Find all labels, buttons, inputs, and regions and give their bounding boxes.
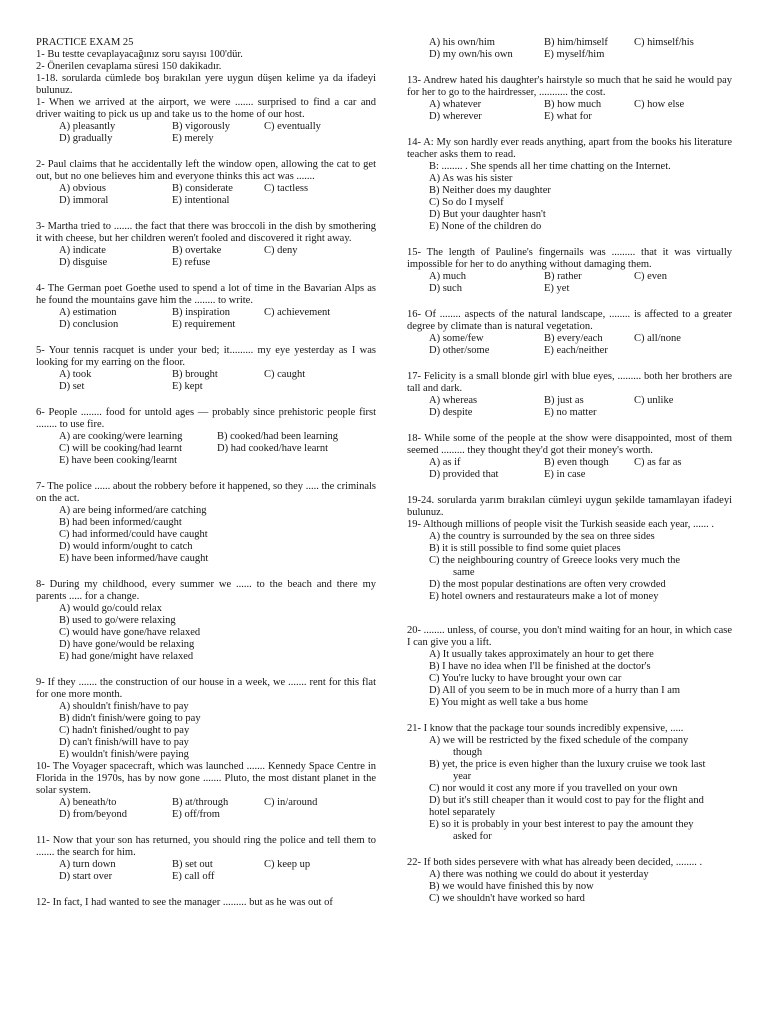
option-a-continued: though [453, 747, 483, 758]
question-3 [36, 221, 376, 269]
option-e[interactable]: E) what for [544, 111, 592, 122]
question-16 [407, 309, 732, 357]
question-text: 8- During my childhood, every summer we ...... to the beach and there my parents ..... for a change. [36, 579, 376, 602]
option-e[interactable]: E) have been cooking/learnt [59, 455, 178, 466]
option-c[interactable]: C) had informed/could have caught [59, 529, 208, 540]
option-b[interactable]: B) vigorously [172, 121, 231, 132]
option-c[interactable]: C) nor would it cost any more if you travelled on your own [429, 783, 678, 794]
option-b[interactable]: B) cooked/had been learning [217, 431, 338, 442]
option-b[interactable]: B) rather [544, 271, 582, 282]
option-c[interactable]: C) all/none [634, 333, 681, 344]
right-column [407, 37, 732, 905]
option-d[interactable]: D) gradually [59, 133, 113, 144]
question-text: 21- I know that the package tour sounds incredibly expensive, ..... [407, 723, 684, 734]
question-21 [407, 723, 732, 843]
question-text: 14- A: My son hardly ever reads anything, apart from the books his literature teacher asks them to read. [407, 137, 732, 160]
question-6 [36, 407, 376, 467]
option-e[interactable]: E) off/from [172, 809, 220, 820]
option-a[interactable]: A) the country is surrounded by the sea on three sides [429, 531, 655, 542]
option-c[interactable]: C) even [634, 271, 667, 282]
question-text: 16- Of ........ aspects of the natural landscape, ........ is affected to a greater degree by climate than is natural vegetation. [407, 309, 732, 332]
option-a[interactable]: A) whereas [429, 395, 478, 406]
option-a[interactable]: A) are being informed/are catching [59, 505, 207, 516]
question-text: 22- If both sides persevere with what has already been decided, ........ . [407, 857, 703, 868]
option-c[interactable]: C) achievement [264, 307, 331, 318]
question-12 [36, 897, 376, 909]
option-d[interactable]: D) But your daughter hasn't [429, 209, 546, 220]
option-d[interactable]: D) immoral [59, 195, 109, 206]
option-c[interactable]: C) unlike [634, 395, 674, 406]
exam-title: PRACTICE EXAM 25 [36, 37, 134, 48]
option-a[interactable]: A) As was his sister [429, 173, 513, 184]
option-e[interactable]: E) so it is probably in your best interest to pay the amount they [429, 819, 694, 830]
option-a[interactable]: A) we will be restricted by the fixed schedule of the company [429, 735, 689, 746]
question-2 [36, 159, 376, 207]
option-b[interactable]: B) even though [544, 457, 609, 468]
option-b[interactable]: B) had been informed/caught [59, 517, 182, 528]
question-13 [407, 75, 732, 123]
option-e[interactable]: E) each/neither [544, 345, 608, 356]
info-line: 1- Bu testte cevaplayacağınız soru sayısı 100'dür. [36, 49, 243, 60]
option-e[interactable]: E) hotel owners and restaurateurs make a lot of money [429, 591, 659, 602]
option-e[interactable]: E) had gone/might have relaxed [59, 651, 194, 662]
section-instruction: 19-24. sorularda yarım bırakılan cümleyi uygun şekilde tamamlayan ifadeyi bulunuz. [407, 495, 732, 518]
option-b[interactable]: B) brought [172, 369, 218, 380]
option-a[interactable]: A) beneath/to [59, 797, 117, 808]
option-a[interactable]: A) obvious [59, 183, 106, 194]
option-b[interactable]: B) set out [172, 859, 213, 870]
option-e[interactable]: E) merely [172, 133, 214, 144]
option-e[interactable]: E) intentional [172, 195, 230, 206]
option-d[interactable]: D) disguise [59, 257, 108, 268]
option-a[interactable]: A) much [429, 271, 467, 282]
option-c[interactable]: C) eventually [264, 121, 321, 132]
question-text: 5- Your tennis racquet is under your bed; it......... my eye yesterday as I was looking for my earring on the floor. [36, 345, 376, 368]
option-d[interactable]: D) conclusion [59, 319, 119, 330]
question-14 [407, 137, 732, 233]
option-c-continued: same [453, 567, 475, 578]
question-text: 7- The police ...... about the robbery before it happened, so they ..... the criminals on the act. [36, 481, 376, 504]
option-b[interactable]: B) didn't finish/were going to pay [59, 713, 201, 724]
option-a[interactable]: A) estimation [59, 307, 117, 318]
option-a[interactable]: A) took [59, 369, 92, 380]
option-c[interactable]: C) deny [264, 245, 298, 256]
option-b[interactable]: B) it is still possible to find some quiet places [429, 543, 621, 554]
option-d[interactable]: D) from/beyond [59, 809, 127, 820]
question-8 [36, 579, 376, 663]
option-e[interactable]: E) have been informed/have caught [59, 553, 209, 564]
question-4 [36, 283, 376, 331]
option-e[interactable]: E) None of the children do [429, 221, 542, 232]
option-b[interactable]: B) considerate [172, 183, 233, 194]
option-e[interactable]: E) in case [544, 469, 586, 480]
option-b[interactable]: B) how much [544, 99, 602, 110]
option-a[interactable]: A) some/few [429, 333, 484, 344]
question-20 [407, 625, 732, 709]
option-c[interactable]: C) in/around [264, 797, 318, 808]
option-c[interactable]: C) will be cooking/had learnt [59, 443, 183, 454]
option-a[interactable]: A) are cooking/were learning [59, 431, 183, 442]
option-e[interactable]: E) requirement [172, 319, 236, 330]
option-b-continued: year [453, 771, 472, 782]
option-a[interactable]: A) there was nothing we could do about it yesterday [429, 869, 649, 880]
option-a[interactable]: A) turn down [59, 859, 116, 870]
option-e[interactable]: E) yet [544, 283, 570, 294]
question-text: 18- While some of the people at the show were disappointed, most of them seemed ......... they thought they'd got their money's worth. [407, 433, 732, 456]
question-9 [36, 677, 376, 761]
question-text: 12- In fact, I had wanted to see the manager ......... but as he was out of [36, 897, 333, 908]
option-d[interactable]: D) wherever [429, 111, 482, 122]
info-line: 2- Önerilen cevaplama süresi 150 dakikadır. [36, 61, 222, 72]
dialogue-b-line: B: ........ . She spends all her time chatting on the Internet. [429, 161, 671, 172]
option-b[interactable]: B) overtake [172, 245, 222, 256]
option-c[interactable]: C) keep up [264, 859, 311, 870]
question-text: 2- Paul claims that he accidentally left the window open, allowing the cat to get out, but no one believes him and everyone thinks this act was ....... [36, 159, 376, 182]
option-d[interactable]: D) can't finish/will have to pay [59, 737, 189, 748]
question-text: 10- The Voyager spacecraft, which was launched ....... Kennedy Space Centre in Florida in the 1970s, has by now gone ....... Pluto, the most distant planet in the solar system. [36, 761, 376, 796]
question-text: 13- Andrew hated his daughter's hairstyle so much that he said he would pay for her to go to the hairdresser, ........... the cost. [407, 75, 732, 98]
option-a[interactable]: A) would go/could relax [59, 603, 162, 614]
option-c[interactable]: C) You're lucky to have brought your own car [429, 673, 622, 684]
option-d[interactable]: D) had cooked/have learnt [217, 443, 329, 454]
option-a[interactable]: A) whatever [429, 99, 482, 110]
option-c[interactable]: C) how else [634, 99, 685, 110]
option-b[interactable]: B) him/himself [544, 37, 608, 48]
question-22 [407, 857, 732, 905]
option-d[interactable]: D) but it's still cheaper than it would cost to pay for the flight and [429, 795, 704, 806]
option-c[interactable]: C) we shouldn't have worked so hard [429, 893, 585, 904]
option-a[interactable]: A) his own/him [429, 37, 495, 48]
question-10 [36, 761, 376, 821]
question-12-options [407, 37, 732, 61]
question-15 [407, 247, 732, 295]
question-text: 6- People ........ food for untold ages — probably since prehistoric people first ........ to use fire. [36, 407, 376, 430]
option-d[interactable]: D) would inform/ought to catch [59, 541, 193, 552]
option-b[interactable]: B) inspiration [172, 307, 231, 318]
option-b[interactable]: B) just as [544, 395, 584, 406]
question-text: 4- The German poet Goethe used to spend a lot of time in the Bavarian Alps as he found the mountains gave him the ........ to write. [36, 283, 376, 306]
option-e[interactable]: E) no matter [544, 407, 597, 418]
option-d[interactable]: D) have gone/would be relaxing [59, 639, 195, 650]
option-d[interactable]: D) such [429, 283, 462, 294]
option-a[interactable]: A) pleasantly [59, 121, 116, 132]
option-e[interactable]: E) kept [172, 381, 203, 392]
option-c[interactable]: C) would have gone/have relaxed [59, 627, 201, 638]
option-d[interactable]: D) provided that [429, 469, 499, 480]
left-column [36, 37, 376, 909]
option-b[interactable]: B) at/through [172, 797, 229, 808]
option-a[interactable]: A) shouldn't finish/have to pay [59, 701, 189, 712]
option-d[interactable]: D) other/some [429, 345, 490, 356]
option-d-continued: hotel separately [429, 807, 496, 818]
option-c[interactable]: C) So do I myself [429, 197, 504, 208]
option-b[interactable]: B) we would have finished this by now [429, 881, 594, 892]
option-b[interactable]: B) every/each [544, 333, 603, 344]
option-c[interactable]: C) as far as [634, 457, 682, 468]
question-11 [36, 835, 376, 883]
question-text: 3- Martha tried to ....... the fact that there was broccoli in the dish by smothering it with cheese, but her children weren't fooled and discovered it right away. [36, 221, 376, 244]
question-5 [36, 345, 376, 393]
option-d[interactable]: D) despite [429, 407, 473, 418]
option-e[interactable]: E) You might as well take a bus home [429, 697, 588, 708]
option-d[interactable]: D) the most popular destinations are often very crowded [429, 579, 666, 590]
question-1 [36, 97, 376, 145]
option-a[interactable]: A) as if [429, 457, 461, 468]
option-c[interactable]: C) caught [264, 369, 306, 380]
question-text: 1- When we arrived at the airport, we were ....... surprised to find a car and driver waiting to pick us up and take us to the home of our host. [36, 97, 376, 120]
question-18 [407, 433, 732, 481]
option-b[interactable]: B) used to go/were relaxing [59, 615, 176, 626]
option-a[interactable]: A) It usually takes approximately an hour to get there [429, 649, 654, 660]
option-b[interactable]: B) Neither does my daughter [429, 185, 551, 196]
question-text: 20- ........ unless, of course, you don't mind waiting for an hour, in which case I can give you a lift. [407, 625, 732, 648]
option-a[interactable]: A) indicate [59, 245, 106, 256]
question-17 [407, 371, 732, 419]
option-e[interactable]: E) myself/him [544, 49, 605, 60]
option-d[interactable]: D) All of you seem to be in much more of a hurry than I am [429, 685, 681, 696]
section-instruction: 1-18. sorularda cümlede boş bırakılan yere uygun düşen kelime ya da ifadeyi bulunuz. [36, 73, 376, 96]
option-d[interactable]: D) my own/his own [429, 49, 513, 60]
option-b[interactable]: B) yet, the price is even higher than the luxury cruise we took last [429, 759, 706, 770]
option-e-continued: asked for [453, 831, 492, 842]
question-7 [36, 481, 376, 565]
option-c[interactable]: C) himself/his [634, 37, 694, 48]
option-e[interactable]: E) refuse [172, 257, 211, 268]
option-b[interactable]: B) I have no idea when I'll be finished at the doctor's [429, 661, 651, 672]
option-d[interactable]: D) start over [59, 871, 113, 882]
question-text: 19- Although millions of people visit the Turkish seaside each year, ...... . [407, 519, 714, 530]
option-e[interactable]: E) wouldn't finish/were paying [59, 749, 189, 760]
question-text: 15- The length of Pauline's fingernails was ......... that it was virtually impossible for her to do anything without damaging them. [407, 247, 732, 270]
option-c[interactable]: C) hadn't finished/ought to pay [59, 725, 190, 736]
question-text: 9- If they ....... the construction of our house in a week, we ....... rent for this flat for one more month. [36, 677, 376, 700]
option-d[interactable]: D) set [59, 381, 85, 392]
option-c[interactable]: C) the neighbouring country of Greece looks very much the [429, 555, 681, 566]
option-e[interactable]: E) call off [172, 871, 215, 882]
question-text: 11- Now that your son has returned, you should ring the police and tell them to ....... the search for him. [36, 835, 376, 858]
option-c[interactable]: C) tactless [264, 183, 309, 194]
question-text: 17- Felicity is a small blonde girl with blue eyes, ......... both her brothers are tall and dark. [407, 371, 732, 394]
question-19 [407, 519, 732, 603]
